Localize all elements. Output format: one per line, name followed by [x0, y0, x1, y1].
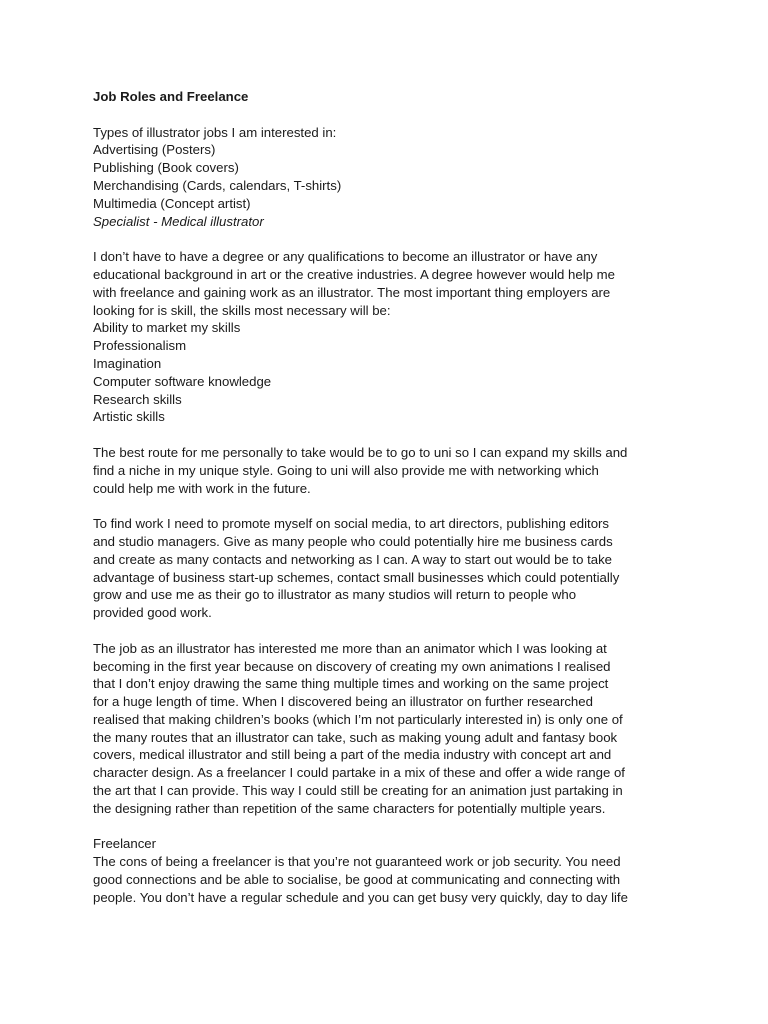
job-item: Multimedia (Concept artist)	[93, 195, 251, 211]
paragraph-line: realised that making children’s books (which I’m not particularly interested in) is only one of	[93, 711, 623, 727]
paragraph-line: good connections and be able to socialise, be good at communicating and connecting with	[93, 872, 621, 888]
document-title: Job Roles and Freelance	[93, 89, 249, 104]
paragraph-line: advantage of business start-up schemes, contact small businesses which could potentially	[93, 569, 620, 585]
paragraph-line: becoming in the first year because on discovery of creating my own animations I realised	[93, 658, 611, 674]
paragraph-line: that I don’t enjoy drawing the same thing multiple times and working on the same project	[93, 676, 609, 692]
paragraph-line: for a huge length of time. When I discovered being an illustrator on further researched	[93, 694, 593, 710]
paragraph-line: The best route for me personally to take would be to go to uni so I can expand my skills and	[93, 444, 628, 460]
paragraph-line: To find work I need to promote myself on social media, to art directors, publishing editors	[93, 516, 610, 532]
paragraph-line: The job as an illustrator has interested me more than an animator which I was looking at	[93, 640, 607, 656]
jobs-intro: Types of illustrator jobs I am interested in:	[93, 124, 337, 140]
job-item: Merchandising (Cards, calendars, T-shirts)	[93, 177, 342, 193]
illustrator-paragraph	[93, 640, 673, 818]
paragraph-line: the designing rather than repetition of the same characters for potentially multiple years.	[93, 800, 606, 816]
job-item: Advertising (Posters)	[93, 142, 216, 158]
specialist-item: Specialist - Medical illustrator	[93, 213, 264, 229]
job-item: Publishing (Book covers)	[93, 160, 239, 176]
paragraph-line: provided good work.	[93, 605, 212, 621]
degree-section	[93, 248, 673, 426]
skill-item: Imagination	[93, 355, 162, 371]
skill-item: Research skills	[93, 391, 182, 407]
paragraph-line: educational background in art or the creative industries. A degree however would help me	[93, 266, 615, 282]
paragraph-line: and studio managers. Give as many people who could potentially hire me business cards	[93, 533, 613, 549]
skill-item: Computer software knowledge	[93, 373, 272, 389]
freelancer-heading: Freelancer	[93, 836, 157, 852]
paragraph-line: looking for is skill, the skills most necessary will be:	[93, 302, 391, 318]
paragraph-line: The cons of being a freelancer is that you’re not guaranteed work or job security. You need	[93, 854, 621, 870]
skill-item: Ability to market my skills	[93, 320, 241, 336]
paragraph-line: find a niche in my unique style. Going to uni will also provide me with networking which	[93, 462, 599, 478]
find-work-paragraph	[93, 515, 673, 622]
jobs-section	[93, 124, 673, 231]
paragraph-line: with freelance and gaining work as an illustrator. The most important thing employers are	[93, 284, 611, 300]
freelancer-section	[93, 835, 673, 906]
paragraph-line: people. You don’t have a regular schedule and you can get busy very quickly, day to day life	[93, 889, 628, 905]
paragraph-line: grow and use me as their go to illustrator as many studios will return to people who	[93, 587, 577, 603]
paragraph-line: the many routes that an illustrator can take, such as making young adult and fantasy book	[93, 729, 618, 745]
paragraph-line: covers, medical illustrator and still being a part of the media industry with concept art and	[93, 747, 612, 763]
skill-item: Artistic skills	[93, 409, 165, 425]
document-page	[93, 88, 673, 924]
paragraph-line: character design. As a freelancer I could partake in a mix of these and offer a wide range of	[93, 765, 625, 781]
paragraph-line: the art that I can provide. This way I could still be creating for an animation just partaking in	[93, 783, 623, 799]
paragraph-line: I don’t have to have a degree or any qualifications to become an illustrator or have any	[93, 249, 598, 265]
skill-item: Professionalism	[93, 338, 187, 354]
route-paragraph	[93, 444, 673, 497]
paragraph-line: and create as many contacts and networking as I can. A way to start out would be to take	[93, 551, 613, 567]
paragraph-line: could help me with work in the future.	[93, 480, 311, 496]
